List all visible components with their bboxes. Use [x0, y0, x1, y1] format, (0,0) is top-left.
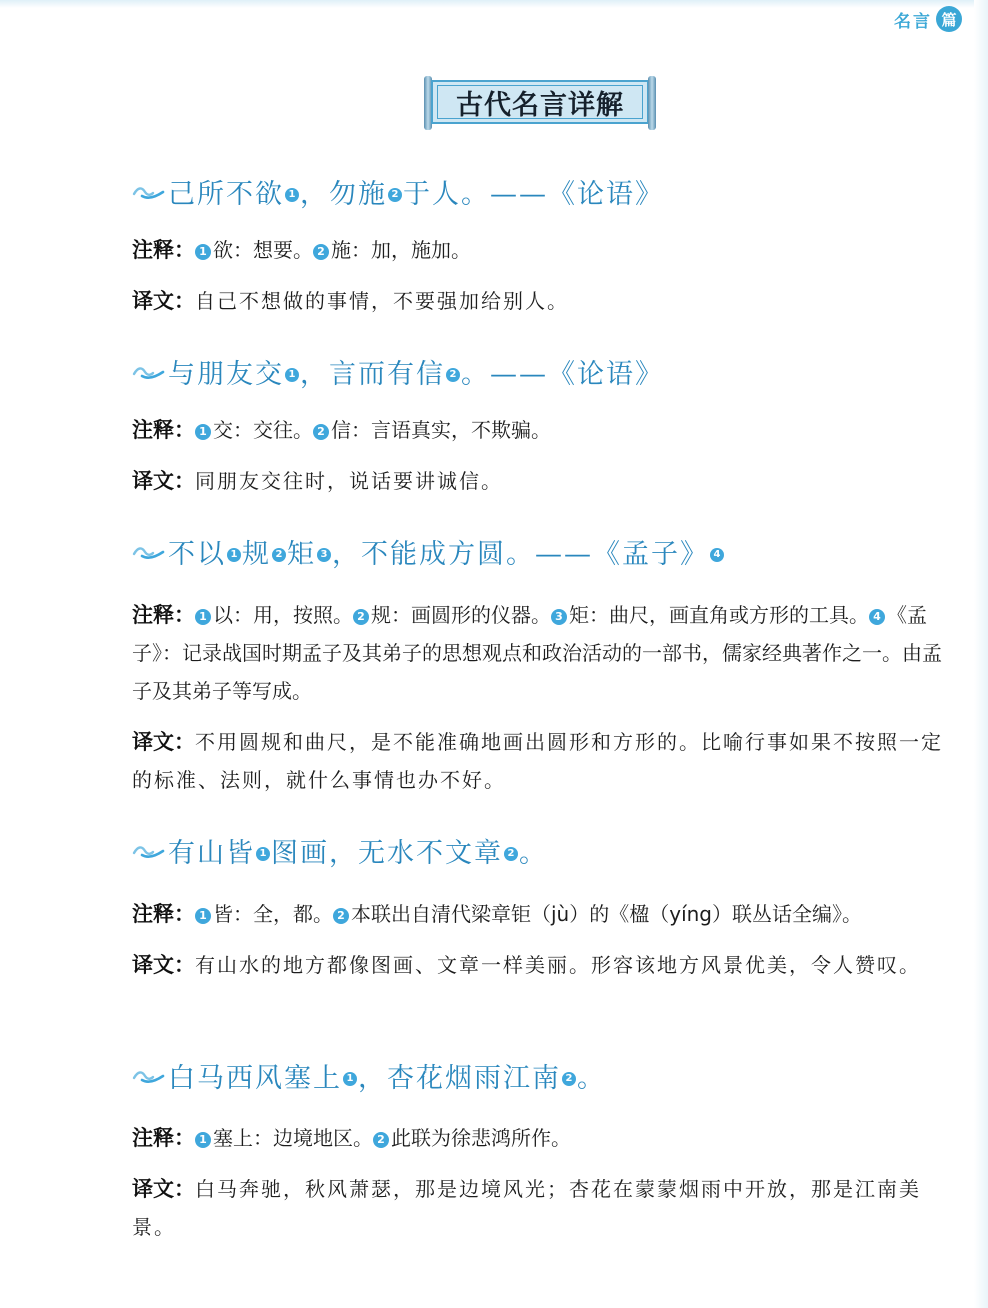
title-scroll — [424, 76, 656, 130]
quote-text: 。 — [519, 838, 548, 869]
note-text: 塞上：边境地区。 — [213, 1126, 373, 1150]
note-text: 以：用，按照。 — [213, 603, 353, 627]
footnote-marker: 1 — [285, 188, 299, 202]
translation-3 — [132, 723, 958, 799]
footnote-marker: 2 — [272, 548, 286, 562]
note-5 — [132, 1119, 958, 1157]
quote-text: ，杏花烟雨江南 — [358, 1063, 561, 1094]
quote-text: 白马西风塞上 — [168, 1063, 342, 1094]
footnote-marker: 2 — [562, 1072, 576, 1086]
page-title: 古代名言详解 — [456, 89, 624, 121]
note-3 — [132, 596, 958, 710]
quote-heading-4 — [132, 831, 548, 870]
section-label: 名言 — [894, 11, 932, 32]
quote-text: 。——《论语》 — [461, 359, 664, 390]
quote-text: 不以 — [168, 539, 226, 570]
quote-text: ，言而有信 — [300, 359, 445, 390]
section-corner-tag — [894, 6, 962, 32]
note-text: 皆：全，都。 — [213, 902, 333, 926]
circled-number-icon: 2 — [353, 609, 369, 625]
wave-icon — [132, 364, 166, 380]
quote-text: 于人。——《论语》 — [403, 179, 664, 210]
wave-icon — [132, 184, 166, 200]
note-label: 注释： — [132, 902, 195, 926]
footnote-marker: 4 — [710, 548, 724, 562]
note-2 — [132, 411, 958, 449]
translation-label: 译文： — [132, 953, 195, 977]
note-4 — [132, 895, 958, 933]
quote-heading-3 — [132, 532, 725, 571]
scroll-rod-right-icon — [648, 76, 656, 130]
wave-icon — [132, 843, 166, 859]
translation-text: 白马奔驰，秋风萧瑟，那是边境风光；杏花在蒙蒙烟雨中开放，那是江南美景。 — [132, 1177, 921, 1239]
footnote-marker: 1 — [256, 847, 270, 861]
quote-text: ，不能成方圆。——《孟子》 — [332, 539, 709, 570]
page-top-band — [0, 0, 988, 8]
quote-heading-2 — [132, 352, 664, 391]
translation-label: 译文： — [132, 1177, 195, 1201]
note-text: 规：画圆形的仪器。 — [371, 603, 551, 627]
circled-number-icon: 1 — [195, 424, 211, 440]
note-text: 施：加，施加。 — [331, 238, 471, 262]
circled-number-icon: 1 — [195, 609, 211, 625]
circled-number-icon: 2 — [333, 908, 349, 924]
quote-text: 矩 — [287, 539, 316, 570]
note-text: 矩：曲尺，画直角或方形的工具。 — [569, 603, 869, 627]
translation-text: 同朋友交往时，说话要讲诚信。 — [195, 469, 503, 493]
circled-number-icon: 2 — [313, 424, 329, 440]
note-label: 注释： — [132, 418, 195, 442]
circled-number-icon: 1 — [195, 244, 211, 260]
translation-text: 不用圆规和曲尺，是不能准确地画出圆形和方形的。比喻行事如果不按照一定的标准、法则，就什么事情也办不好。 — [132, 730, 943, 792]
note-text: 欲：想要。 — [213, 238, 313, 262]
translation-label: 译文： — [132, 469, 195, 493]
note-text: 本联出自清代梁章钜（jù）的《楹（yíng）联丛话全编》。 — [351, 902, 862, 926]
note-text: 信：言语真实，不欺骗。 — [331, 418, 551, 442]
quote-text: ，勿施 — [300, 179, 387, 210]
quote-heading-1 — [132, 172, 664, 211]
footnote-marker: 3 — [317, 548, 331, 562]
quote-text: 图画，无水不文章 — [271, 838, 503, 869]
circled-number-icon: 4 — [869, 609, 885, 625]
wave-icon — [132, 1068, 166, 1084]
translation-1 — [132, 282, 958, 320]
footnote-marker: 1 — [343, 1072, 357, 1086]
quote-text: 。 — [577, 1063, 606, 1094]
quote-text: 有山皆 — [168, 838, 255, 869]
note-1 — [132, 231, 958, 269]
circled-number-icon: 2 — [313, 244, 329, 260]
translation-label: 译文： — [132, 289, 195, 313]
note-label: 注释： — [132, 603, 195, 627]
wave-icon — [132, 544, 166, 560]
note-label: 注释： — [132, 238, 195, 262]
translation-5 — [132, 1170, 958, 1246]
translation-label: 译文： — [132, 730, 195, 754]
quote-text: 己所不欲 — [168, 179, 284, 210]
circled-number-icon: 1 — [195, 908, 211, 924]
quote-text: 与朋友交 — [168, 359, 284, 390]
circled-number-icon: 1 — [195, 1132, 211, 1148]
footnote-marker: 1 — [285, 368, 299, 382]
page-right-edge — [974, 0, 988, 1308]
note-text: 《孟子》：记录战国时期孟子及其弟子的思想观点和政治活动的一部书，儒家经典著作之一。由孟子及其弟子等写成。 — [132, 603, 942, 703]
circled-number-icon: 2 — [373, 1132, 389, 1148]
footnote-marker: 2 — [504, 847, 518, 861]
translation-2 — [132, 462, 958, 500]
footnote-marker: 2 — [446, 368, 460, 382]
quote-heading-5 — [132, 1056, 606, 1095]
quote-text: 规 — [242, 539, 271, 570]
title-banner — [431, 80, 649, 124]
footnote-marker: 1 — [227, 548, 241, 562]
section-circle-badge: 篇 — [936, 6, 962, 32]
note-label: 注释： — [132, 1126, 195, 1150]
footnote-marker: 2 — [388, 188, 402, 202]
note-text: 此联为徐悲鸿所作。 — [391, 1126, 571, 1150]
circled-number-icon: 3 — [551, 609, 567, 625]
translation-4 — [132, 946, 958, 984]
translation-text: 有山水的地方都像图画、文章一样美丽。形容该地方风景优美，令人赞叹。 — [195, 953, 921, 977]
note-text: 交：交往。 — [213, 418, 313, 442]
translation-text: 自己不想做的事情，不要强加给别人。 — [195, 289, 569, 313]
